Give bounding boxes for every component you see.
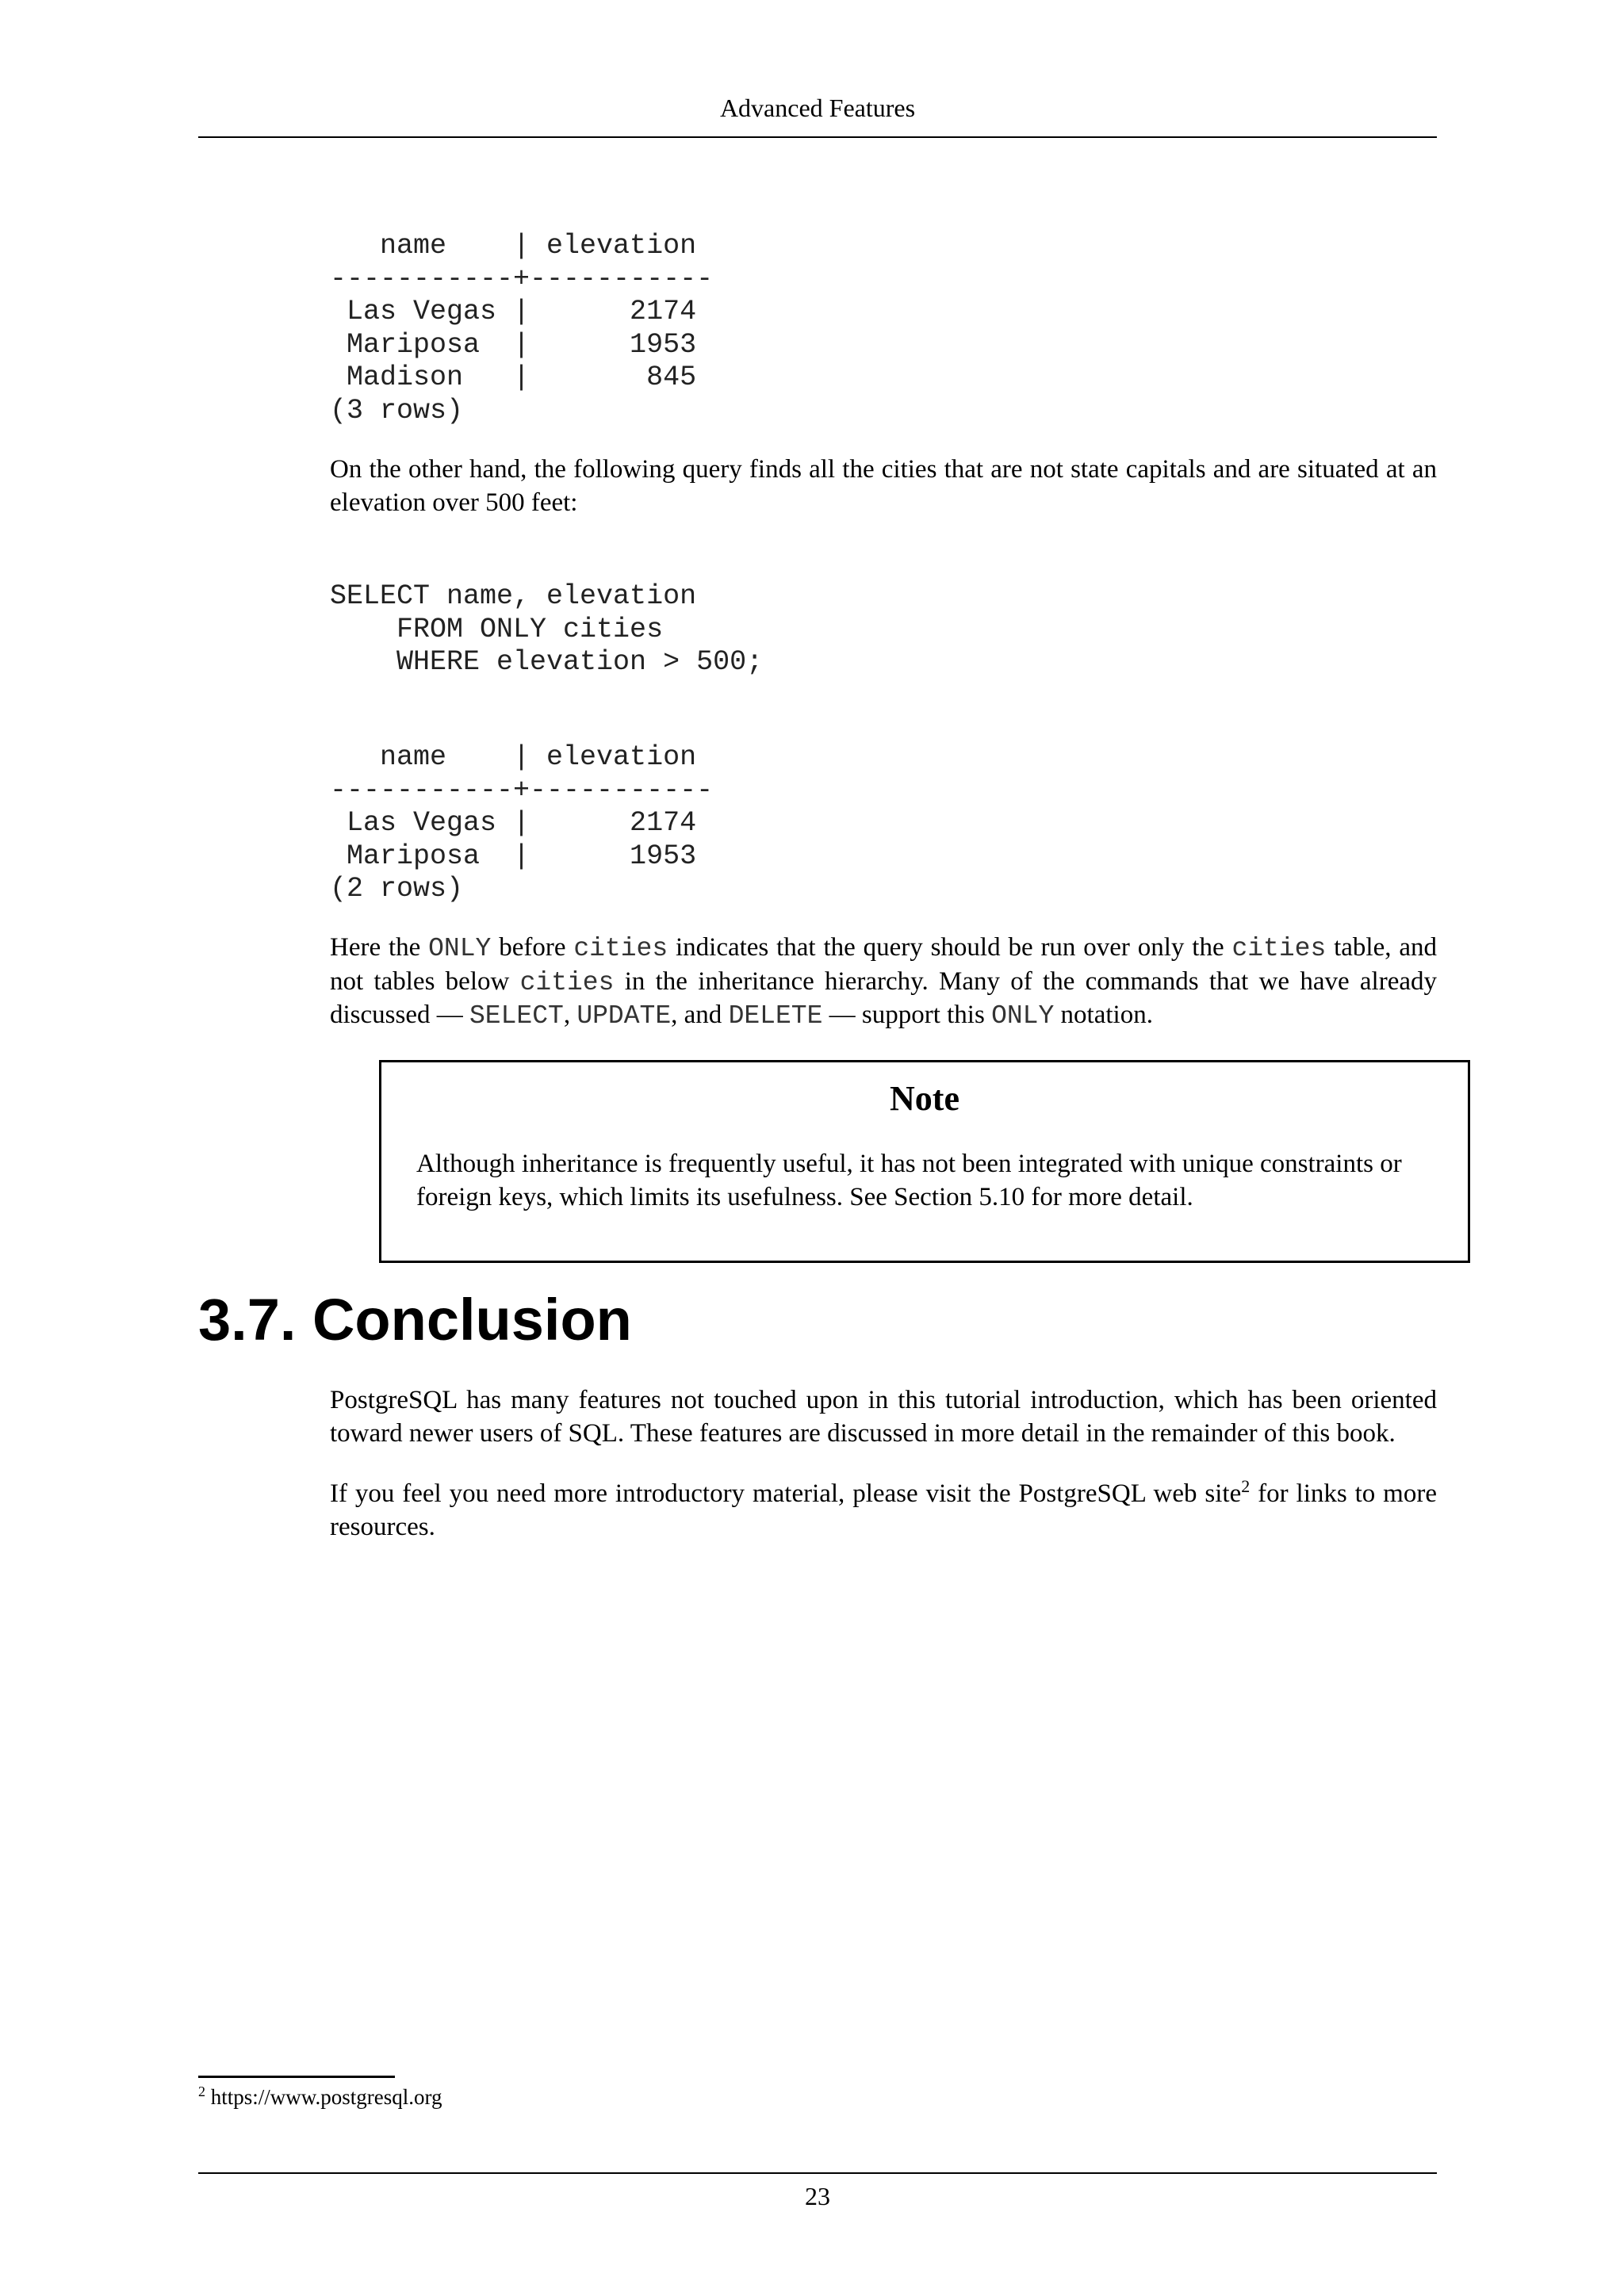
paragraph-only-explanation	[330, 932, 1437, 1033]
text-span: indicates that the query should be run over only the	[668, 933, 1232, 962]
inline-code: DELETE	[728, 1001, 823, 1031]
paragraph-other-hand: On the other hand, the following query finds all the cities that are not state capitals and are situated at an elevation over 500 feet:	[330, 455, 1437, 517]
result-line: Mariposa | 1953	[330, 840, 697, 872]
text-span: notation.	[1054, 1001, 1153, 1029]
result-line: (2 rows)	[330, 873, 464, 905]
result-line: (3 rows)	[330, 394, 464, 427]
note-title: Note	[890, 1079, 959, 1118]
page-number: 23	[805, 2182, 830, 2210]
result-line: name | elevation	[330, 230, 697, 262]
text-span: table, and not tables below	[330, 933, 1437, 996]
inline-code: SELECT	[469, 1001, 564, 1031]
text-span: for links to more resources.	[330, 1479, 1437, 1541]
note-box	[379, 1060, 1470, 1263]
result-line: Las Vegas | 2174	[330, 296, 697, 327]
paragraph-conclusion: PostgreSQL has many features not touched upon in this tutorial introduction, which has been oriented toward newer users of SQL. These features are discussed in more detail in the remainder of this book.	[330, 1386, 1437, 1448]
result-line: Mariposa | 1953	[330, 328, 697, 361]
inline-code: ONLY	[428, 934, 492, 963]
inline-code: UPDATE	[576, 1001, 672, 1031]
query-line: SELECT name, elevation	[330, 580, 697, 612]
result-line: -----------+-----------	[330, 774, 714, 806]
query-result-table-2	[330, 741, 713, 906]
section-heading: 3.7. Conclusion	[198, 1287, 632, 1353]
footer-rule	[198, 2172, 1437, 2174]
text-span: — support this	[822, 1001, 992, 1029]
text-span: before	[491, 933, 574, 962]
result-line: Las Vegas | 2174	[330, 807, 697, 839]
text-span: Here the	[330, 933, 429, 962]
inline-code: cities	[1231, 934, 1327, 963]
inline-code: ONLY	[991, 1001, 1055, 1031]
result-line: name | elevation	[330, 741, 697, 773]
result-line: -----------+-----------	[330, 262, 714, 295]
query-line: WHERE elevation > 500;	[330, 646, 764, 678]
text-span: in the inheritance hierarchy. Many of the commands that we have already discussed —	[330, 966, 1437, 1029]
header-rule	[198, 136, 1437, 138]
inline-code: cities	[519, 967, 615, 997]
footnote-reference[interactable]: 2	[1241, 1476, 1251, 1496]
query-line: FROM ONLY cities	[330, 613, 664, 645]
running-header: Advanced Features	[719, 94, 916, 122]
result-line: Madison | 845	[330, 362, 697, 393]
footnote	[198, 2084, 442, 2110]
text-span: If you feel you need more introductory material, please visit the PostgreSQL web site	[330, 1479, 1242, 1508]
note-text: Although inheritance is frequently useful, it has not been integrated with unique constraints or foreign keys, which limits its usefulness. See Section 5.10 for more detail.	[416, 1150, 1402, 1211]
footnote-link[interactable]: https://www.postgresql.org	[205, 2085, 442, 2109]
query-result-table-1	[330, 230, 713, 427]
paragraph-more-material	[330, 1478, 1437, 1544]
text-span: , and	[671, 1001, 729, 1029]
text-span: ,	[563, 1001, 577, 1029]
footnote-rule	[198, 2076, 395, 2078]
footnote-mark: 2	[198, 2084, 205, 2099]
inline-code: cities	[573, 934, 668, 963]
sql-query-block	[330, 580, 763, 679]
